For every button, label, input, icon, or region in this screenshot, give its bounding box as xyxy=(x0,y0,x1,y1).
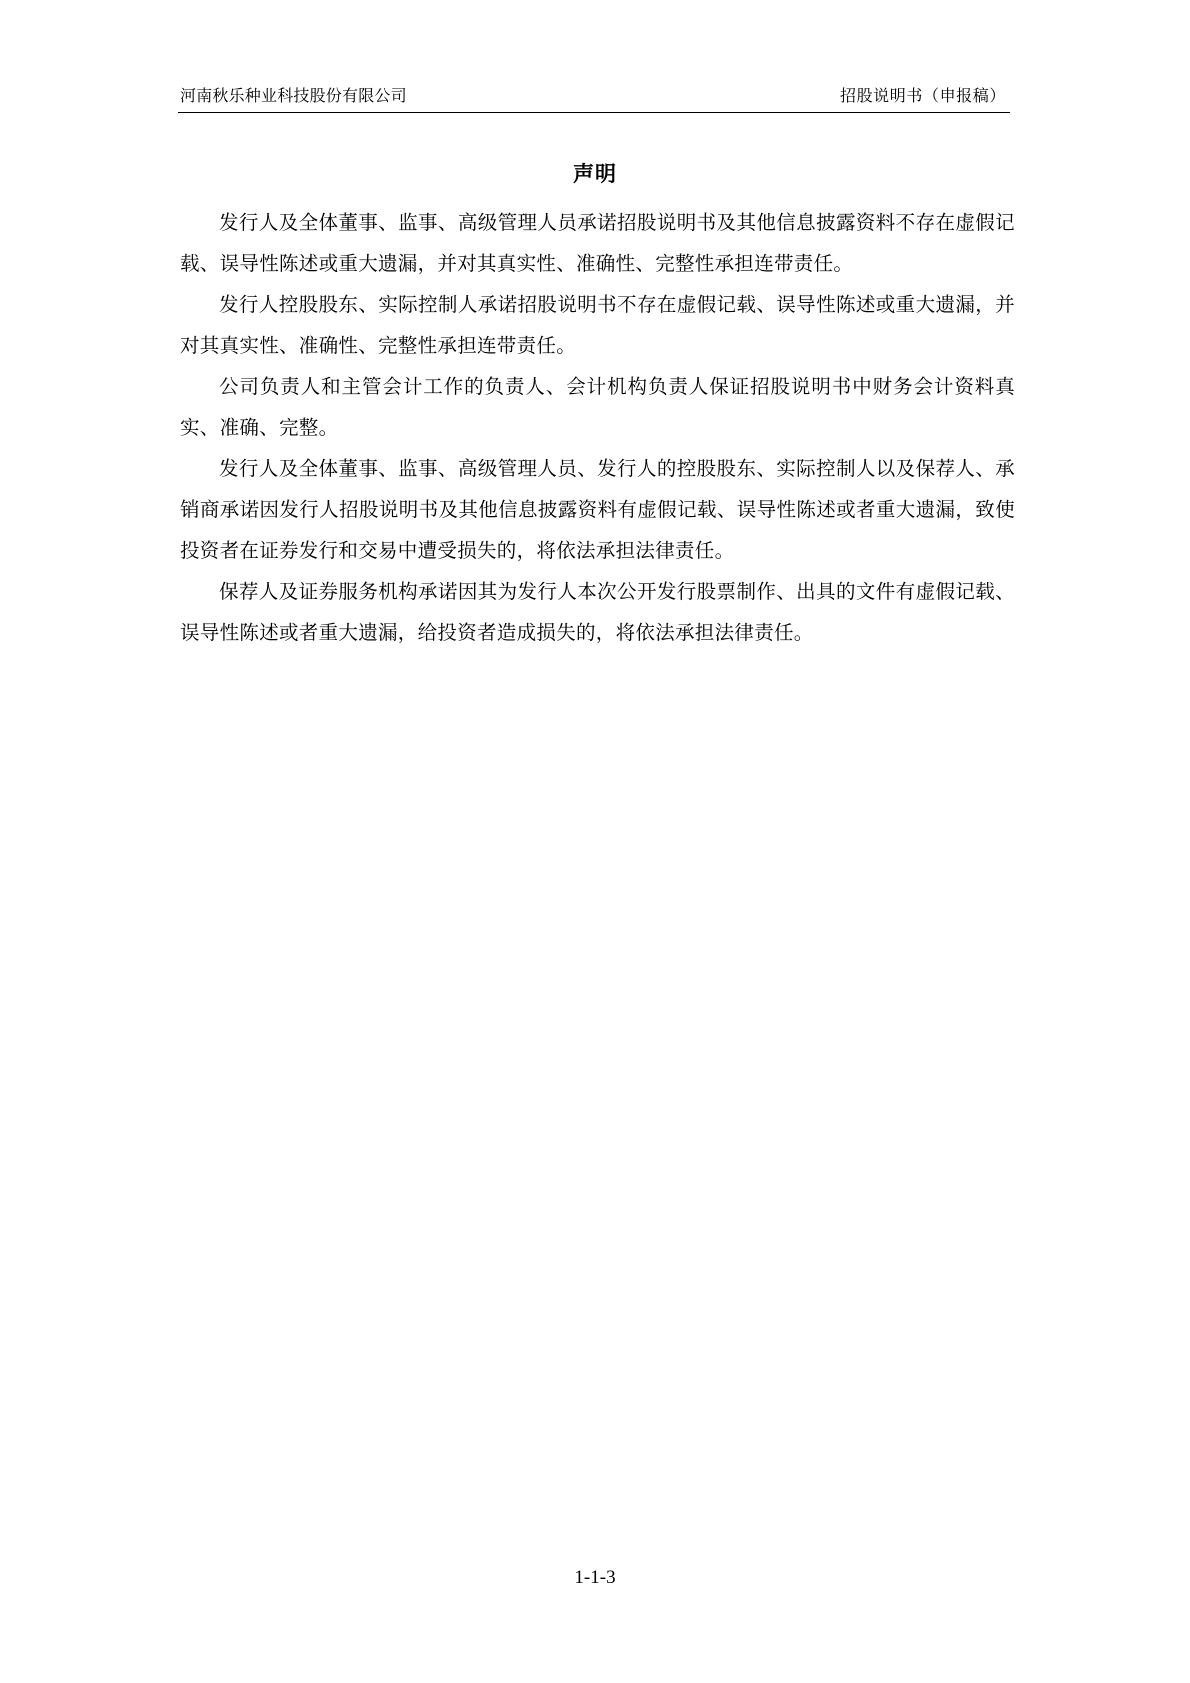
declaration-paragraph: 保荐人及证券服务机构承诺因其为发行人本次公开发行股票制作、出具的文件有虚假记载、误导性陈述或者重大遗漏，给投资者造成损失的，将依法承担法律责任。 xyxy=(180,580,1015,644)
page-header xyxy=(178,84,1010,113)
declaration-paragraph: 发行人及全体董事、监事、高级管理人员承诺招股说明书及其他信息披露资料不存在虚假记载、误导性陈述或重大遗漏，并对其真实性、准确性、完整性承担连带责任。 xyxy=(180,211,1015,275)
section-title: 声明 xyxy=(573,162,617,186)
page-number: 1-1-3 xyxy=(574,1567,616,1588)
declaration-paragraph: 公司负责人和主管会计工作的负责人、会计机构负责人保证招股说明书中财务会计资料真实、准确、完整。 xyxy=(180,375,1015,439)
header-document-type: 招股说明书（申报稿） xyxy=(839,86,1006,105)
declaration-paragraph: 发行人控股股东、实际控制人承诺招股说明书不存在虚假记载、误导性陈述或重大遗漏，并对其真实性、准确性、完整性承担连带责任。 xyxy=(180,293,1015,357)
declaration-paragraph: 发行人及全体董事、监事、高级管理人员、发行人的控股股东、实际控制人以及保荐人、承销商承诺因发行人招股说明书及其他信息披露资料有虚假记载、误导性陈述或者重大遗漏，致使投资者在证券发行和交易中遭受损失的，将依法承担法律责任。 xyxy=(180,457,1015,562)
header-company-name: 河南秋乐种业科技股份有限公司 xyxy=(180,86,407,105)
declaration-body xyxy=(180,202,1015,653)
